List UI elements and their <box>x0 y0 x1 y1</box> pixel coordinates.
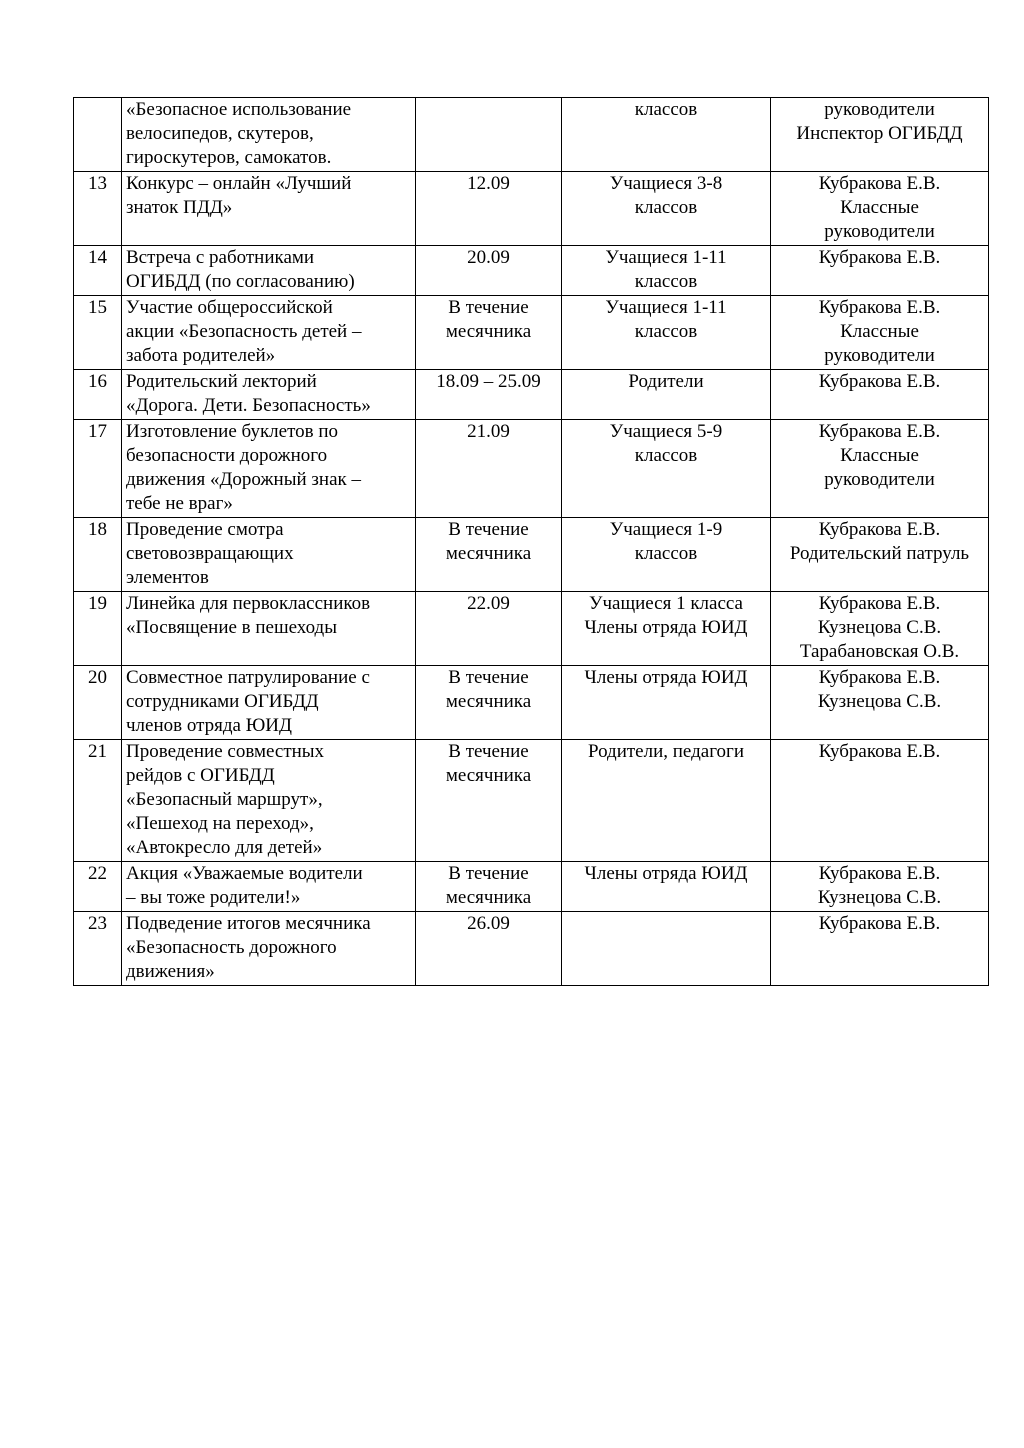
row-number: 21 <box>74 740 122 862</box>
event-date: 20.09 <box>416 246 562 296</box>
table-row <box>74 666 989 740</box>
event-date: В течение месячника <box>416 740 562 862</box>
table-row <box>74 98 989 172</box>
event-responsible: Кубракова Е.В. Родительский патруль <box>771 518 989 592</box>
event-responsible: Кубракова Е.В. Классные руководители <box>771 296 989 370</box>
event-date: 21.09 <box>416 420 562 518</box>
event-name: Проведение смотра световозвращающих элементов <box>122 518 416 592</box>
event-responsible: руководители Инспектор ОГИБДД <box>771 98 989 172</box>
event-responsible: Кубракова Е.В. <box>771 912 989 986</box>
event-participants: Члены отряда ЮИД <box>562 666 771 740</box>
table-row <box>74 592 989 666</box>
row-number: 19 <box>74 592 122 666</box>
event-participants: Учащиеся 1 класса Члены отряда ЮИД <box>562 592 771 666</box>
table-row <box>74 172 989 246</box>
table-row <box>74 862 989 912</box>
events-table-body <box>74 98 989 986</box>
event-participants: Учащиеся 3-8 классов <box>562 172 771 246</box>
event-participants: Учащиеся 1-11 классов <box>562 296 771 370</box>
event-name: Родительский лекторий «Дорога. Дети. Безопасность» <box>122 370 416 420</box>
event-date: 12.09 <box>416 172 562 246</box>
events-table <box>73 97 989 986</box>
event-name: Изготовление буклетов по безопасности дорожного движения «Дорожный знак – тебе не враг» <box>122 420 416 518</box>
event-responsible: Кубракова Е.В. Кузнецова С.В. <box>771 666 989 740</box>
event-participants <box>562 912 771 986</box>
row-number: 16 <box>74 370 122 420</box>
row-number: 20 <box>74 666 122 740</box>
row-number: 17 <box>74 420 122 518</box>
event-participants: Члены отряда ЮИД <box>562 862 771 912</box>
event-responsible: Кубракова Е.В. <box>771 246 989 296</box>
row-number: 18 <box>74 518 122 592</box>
event-participants: Родители, педагоги <box>562 740 771 862</box>
event-responsible: Кубракова Е.В. Кузнецова С.В. Тарабановская О.В. <box>771 592 989 666</box>
event-date: В течение месячника <box>416 862 562 912</box>
table-row <box>74 912 989 986</box>
row-number: 14 <box>74 246 122 296</box>
event-date: В течение месячника <box>416 296 562 370</box>
event-name: Участие общероссийской акции «Безопасность детей – забота родителей» <box>122 296 416 370</box>
event-name: Совместное патрулирование с сотрудниками ОГИБДД членов отряда ЮИД <box>122 666 416 740</box>
event-name: Проведение совместных рейдов с ОГИБДД «Безопасный маршрут», «Пешеход на переход», «Автокресло для детей» <box>122 740 416 862</box>
table-row <box>74 370 989 420</box>
row-number <box>74 98 122 172</box>
event-participants: Учащиеся 1-9 классов <box>562 518 771 592</box>
event-name: Встреча с работниками ОГИБДД (по согласованию) <box>122 246 416 296</box>
table-row <box>74 296 989 370</box>
event-responsible: Кубракова Е.В. Классные руководители <box>771 420 989 518</box>
table-row <box>74 518 989 592</box>
row-number: 23 <box>74 912 122 986</box>
event-date: 18.09 – 25.09 <box>416 370 562 420</box>
event-date <box>416 98 562 172</box>
event-name: Акция «Уважаемые водители – вы тоже родители!» <box>122 862 416 912</box>
event-participants: Учащиеся 1-11 классов <box>562 246 771 296</box>
event-responsible: Кубракова Е.В. Классные руководители <box>771 172 989 246</box>
table-row <box>74 420 989 518</box>
event-responsible: Кубракова Е.В. Кузнецова С.В. <box>771 862 989 912</box>
event-responsible: Кубракова Е.В. <box>771 370 989 420</box>
event-participants: Родители <box>562 370 771 420</box>
event-name: «Безопасное использование велосипедов, скутеров, гироскутеров, самокатов. <box>122 98 416 172</box>
row-number: 22 <box>74 862 122 912</box>
event-participants: классов <box>562 98 771 172</box>
event-responsible: Кубракова Е.В. <box>771 740 989 862</box>
table-row <box>74 740 989 862</box>
event-name: Конкурс – онлайн «Лучший знаток ПДД» <box>122 172 416 246</box>
event-date: 26.09 <box>416 912 562 986</box>
event-date: 22.09 <box>416 592 562 666</box>
event-participants: Учащиеся 5-9 классов <box>562 420 771 518</box>
row-number: 13 <box>74 172 122 246</box>
event-name: Линейка для первоклассников «Посвящение в пешеходы <box>122 592 416 666</box>
table-row <box>74 246 989 296</box>
event-name: Подведение итогов месячника «Безопасность дорожного движения» <box>122 912 416 986</box>
row-number: 15 <box>74 296 122 370</box>
event-date: В течение месячника <box>416 518 562 592</box>
event-date: В течение месячника <box>416 666 562 740</box>
